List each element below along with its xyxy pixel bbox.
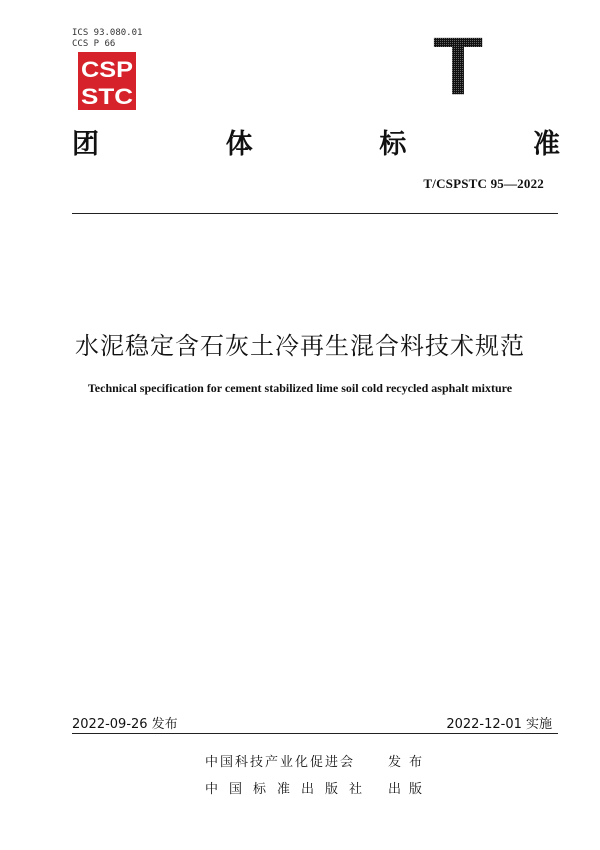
- standard-type-label: [72, 122, 562, 161]
- standard-type-char: 准: [532, 129, 562, 160]
- title-chinese: 水泥稳定含石灰土冷再生混合料技术规范: [75, 332, 525, 360]
- classification-codes: [72, 28, 142, 50]
- ccs-code: CCS P 66: [72, 39, 116, 49]
- implement-date: 2022-12-01 实施: [446, 717, 552, 732]
- title-english: Technical specification for cement stabilized lime soil cold recycled asphalt mixture: [87, 381, 513, 395]
- cspstc-logo: [78, 52, 136, 110]
- printer-action: 出版: [388, 782, 431, 797]
- logo-text-top: CSP: [81, 57, 133, 82]
- printer-name: 中国标准出版社: [205, 782, 374, 797]
- publisher-name: 中国科技产业化促进会: [205, 755, 356, 770]
- standard-type-char: 标: [379, 129, 409, 160]
- publisher-action: 发布: [388, 755, 431, 770]
- publish-date: 2022-09-26 发布: [72, 717, 178, 732]
- big-letter-t: T: [432, 30, 484, 100]
- standard-type-char: 团: [72, 129, 101, 160]
- top-divider: [72, 213, 558, 214]
- logo-text-bottom: STC: [81, 84, 134, 109]
- publisher-row: [205, 751, 430, 770]
- standard-type-letter: [428, 30, 488, 100]
- standard-type-char: 体: [225, 129, 255, 160]
- bottom-divider: [72, 733, 558, 734]
- printer-row: [205, 778, 430, 797]
- ics-code: ICS 93.080.01: [72, 28, 143, 38]
- standard-code: T/CSPSTC 95—2022: [423, 176, 544, 191]
